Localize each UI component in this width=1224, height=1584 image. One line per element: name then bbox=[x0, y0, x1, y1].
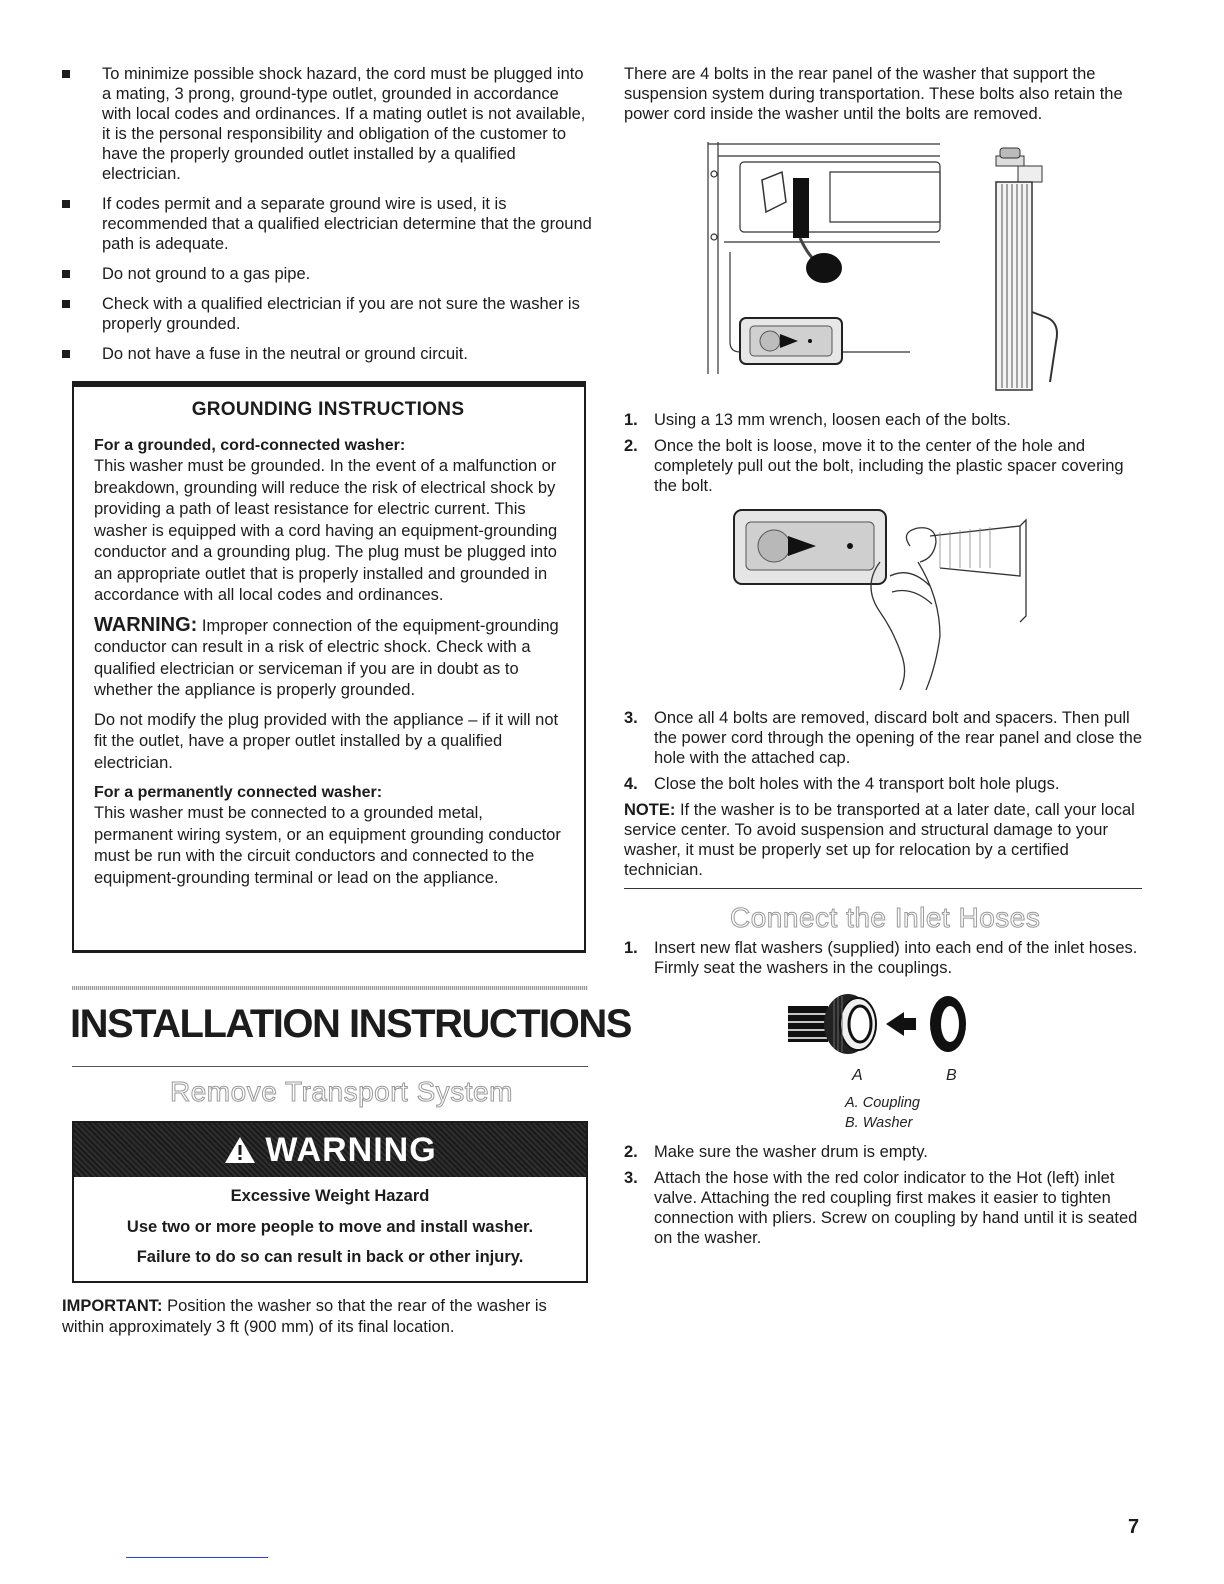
warning-line-2: Failure to do so can result in back or other injury. bbox=[136, 1248, 524, 1266]
bullet-text: Do not ground to a gas pipe. bbox=[102, 265, 311, 283]
numbered-step bbox=[624, 1168, 1146, 1248]
section-rule-right bbox=[624, 888, 1142, 889]
section-rule bbox=[72, 1066, 588, 1067]
cord-connected-text: This washer must be grounded. In the event of a malfunction or breakdown, grounding will reduce the risk of electrical shock by providing a path of least resistance for electric current. This washer is equipped with a cord having an equipment-grounding conductor and a grounding plug. The plug must be plugged into an appropriate outlet that is properly installed and grounded in accordance with all local codes and ordinances. bbox=[94, 457, 558, 604]
transport-heading: Remove Transport System bbox=[170, 1076, 513, 1107]
bullet-square-icon bbox=[62, 300, 70, 308]
bullet-item bbox=[62, 264, 592, 284]
grounding-instructions-box bbox=[72, 381, 586, 953]
bullet-square-icon bbox=[62, 70, 70, 78]
note-label: NOTE: bbox=[624, 801, 676, 819]
weight-warning-box bbox=[72, 1121, 588, 1283]
grounding-warning-label: WARNING: bbox=[94, 613, 198, 636]
step-number: 1. bbox=[624, 939, 638, 957]
bullet-text: If codes permit and a separate ground wire is used, it is recommended that a qualified electrician determine that the ground path is adequate. bbox=[102, 195, 592, 253]
warning-line-1: Use two or more people to move and install washer. bbox=[126, 1218, 534, 1236]
step-text: Once the bolt is loose, move it to the center of the hole and completely pull out the bolt, including the plastic spacer covering the bolt. bbox=[654, 437, 1124, 495]
permanent-heading: For a permanently connected washer: bbox=[94, 784, 383, 801]
coupling-drawing bbox=[788, 994, 876, 1054]
hose-step-1 bbox=[624, 938, 1146, 984]
caption-coupling: A. Coupling bbox=[845, 1095, 920, 1111]
bolt-drawing bbox=[996, 148, 1057, 390]
caption-washer: B. Washer bbox=[845, 1115, 913, 1131]
numbered-step bbox=[624, 774, 1146, 794]
bullet-item bbox=[62, 194, 592, 254]
rear-panel-illustration bbox=[700, 142, 1070, 394]
bolt-steps-a bbox=[624, 410, 1146, 502]
step-text: Attach the hose with the red color indicator to the Hot (left) inlet valve. Attaching the red coupling first makes it easier to tighten connection with pliers. Screw on coupling by hand until it is seated on the washer. bbox=[654, 1169, 1138, 1247]
page-number: 7 bbox=[1128, 1516, 1140, 1538]
figure-label-b: B bbox=[946, 1067, 957, 1084]
important-note bbox=[62, 1296, 592, 1338]
grounding-title: GROUNDING INSTRUCTIONS bbox=[191, 399, 465, 420]
section-divider-band bbox=[72, 986, 588, 990]
grounding-warning-text: Improper connection of the equipment-grounding conductor can result in a risk of electric shock. Check with a qualified electrician or serviceman if you are in doubt as to whether the appliance is properly grounded. bbox=[94, 616, 559, 699]
bullet-item bbox=[62, 64, 592, 184]
left-bullet-list bbox=[62, 64, 592, 374]
step-text: Close the bolt holes with the 4 transport bolt hole plugs. bbox=[654, 775, 1060, 793]
weight-hazard-title: Excessive Weight Hazard bbox=[230, 1187, 430, 1205]
numbered-step bbox=[624, 410, 1146, 430]
step-number: 1. bbox=[624, 411, 638, 429]
coupling-washer-illustration bbox=[788, 992, 974, 1056]
installation-title: INSTALLATION INSTRUCTIONS bbox=[70, 1002, 631, 1046]
step-number: 2. bbox=[624, 1143, 638, 1161]
hose-steps bbox=[624, 1142, 1146, 1254]
bullet-item bbox=[62, 294, 592, 334]
grounding-warning bbox=[94, 615, 562, 702]
numbered-step bbox=[624, 1142, 1146, 1162]
permanent-text: This washer must be connected to a grounded metal, permanent wiring system, or an equipment grounding conductor must be run with the circuit conductors and connected to the equipment-grounding terminal or lead on the appliance. bbox=[94, 804, 561, 887]
step-number: 4. bbox=[624, 775, 638, 793]
figure-label-a: A bbox=[852, 1067, 863, 1084]
warning-banner bbox=[74, 1123, 586, 1177]
step-text: Once all 4 bolts are removed, discard bolt and spacers. Then pull the power cord through the opening of the rear panel and close the hole with the attached cap. bbox=[654, 709, 1143, 767]
step-text: Make sure the washer drum is empty. bbox=[654, 1143, 928, 1161]
inlet-hoses-heading: Connect the Inlet Hoses bbox=[730, 902, 1041, 933]
bullet-item bbox=[62, 344, 592, 364]
bullet-text: Do not have a fuse in the neutral or ground circuit. bbox=[102, 345, 468, 363]
pull-bolt-illustration bbox=[730, 506, 1040, 692]
numbered-step bbox=[624, 708, 1146, 768]
cord-connected-heading: For a grounded, cord-connected washer: bbox=[94, 437, 406, 454]
hose-step bbox=[624, 938, 1146, 978]
step-number: 3. bbox=[624, 1169, 638, 1187]
step-text: Using a 13 mm wrench, loosen each of the bolts. bbox=[654, 411, 1011, 429]
warning-triangle-icon bbox=[223, 1135, 257, 1165]
bolt-steps-b bbox=[624, 708, 1146, 880]
note-text: If the washer is to be transported at a later date, call your local service center. To avoid suspension and structural damage to your washer, it must be properly set up for relocation by a certified technician. bbox=[624, 801, 1135, 879]
footer-rule bbox=[126, 1557, 268, 1558]
warning-banner-label: WARNING bbox=[265, 1130, 437, 1169]
right-intro bbox=[624, 64, 1146, 124]
step-number: 3. bbox=[624, 709, 638, 727]
relocation-note bbox=[624, 800, 1146, 880]
numbered-step bbox=[624, 436, 1146, 496]
modify-plug-text: Do not modify the plug provided with the appliance – if it will not fit the outlet, have a proper outlet installed by a qualified electrician. bbox=[94, 710, 559, 772]
washer-drawing bbox=[930, 996, 966, 1052]
bullet-square-icon bbox=[62, 200, 70, 208]
bullet-text: Check with a qualified electrician if you are not sure the washer is properly grounded. bbox=[102, 295, 580, 333]
important-label: IMPORTANT: bbox=[62, 1297, 163, 1315]
step-text: Insert new flat washers (supplied) into each end of the inlet hoses. Firmly seat the washers in the couplings. bbox=[654, 939, 1138, 977]
bolts-intro-text: There are 4 bolts in the rear panel of the washer that support the suspension system during transportation. These bolts also retain the power cord inside the washer until the bolts are removed. bbox=[624, 65, 1123, 123]
important-text: Position the washer so that the rear of the washer is within approximately 3 ft (900 mm) of its final location. bbox=[62, 1297, 547, 1336]
bullet-text: To minimize possible shock hazard, the cord must be plugged into a mating, 3 prong, ground-type outlet, grounded in accordance with local codes and ordinances. If a mating outlet is not available, it is the personal responsibility and obligation of the customer to have the properly grounded outlet installed by a qualified electrician. bbox=[102, 65, 586, 183]
bullet-square-icon bbox=[62, 350, 70, 358]
step-number: 2. bbox=[624, 437, 638, 455]
bullet-square-icon bbox=[62, 270, 70, 278]
